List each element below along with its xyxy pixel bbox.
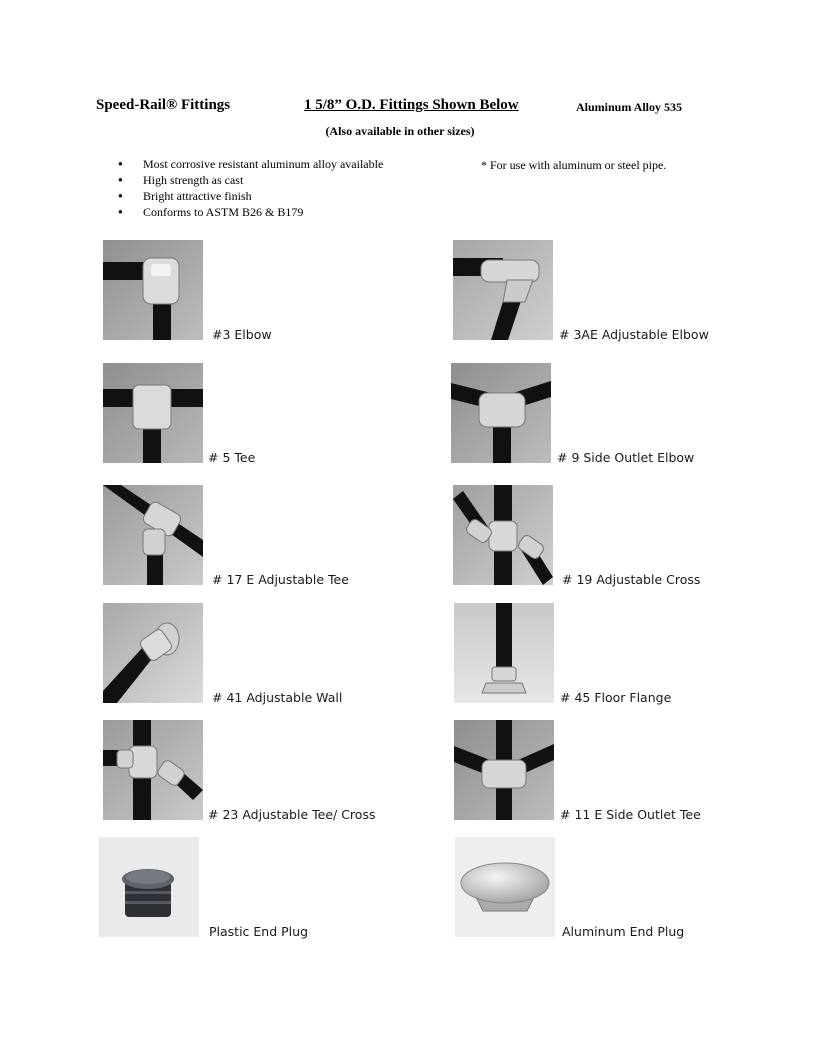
feature-item: ● High strength as cast xyxy=(118,172,383,188)
fitting-caption: # 11 E Side Outlet Tee xyxy=(560,807,701,822)
fitting-caption: # 45 Floor Flange xyxy=(560,690,672,705)
fitting-caption: # 23 Adjustable Tee/ Cross xyxy=(208,807,376,822)
adjustable-tee-cross-photo xyxy=(103,720,203,820)
elbow-fitting-photo xyxy=(103,240,203,340)
adjustable-tee-photo xyxy=(103,485,203,585)
aluminum-end-plug-photo xyxy=(455,837,555,937)
side-outlet-elbow-photo xyxy=(451,363,551,463)
adjustable-elbow-photo xyxy=(453,240,553,340)
page-headline: 1 5/8” O.D. Fittings Shown Below xyxy=(304,97,519,113)
tee-fitting-photo xyxy=(103,363,203,463)
fitting-caption: # 5 Tee xyxy=(208,450,256,465)
fitting-caption: Aluminum End Plug xyxy=(562,924,685,939)
feature-item: ● Conforms to ASTM B26 & B179 xyxy=(118,204,383,220)
fitting-caption: # 19 Adjustable Cross xyxy=(562,572,701,587)
feature-item: ● Most corrosive resistant aluminum alloy available xyxy=(118,156,383,172)
subheading-text: (Also available in other sizes) xyxy=(325,124,475,138)
fitting-caption: #3 Elbow xyxy=(212,327,272,342)
alloy-label: Aluminum Alloy 535 xyxy=(576,100,683,114)
feature-list xyxy=(118,156,383,220)
brand-title: Speed-Rail® Fittings xyxy=(96,97,231,113)
fitting-caption: # 17 E Adjustable Tee xyxy=(212,572,349,587)
fitting-caption: # 3AE Adjustable Elbow xyxy=(559,327,709,342)
adjustable-cross-photo xyxy=(453,485,553,585)
side-outlet-tee-photo xyxy=(454,720,554,820)
fitting-caption: # 41 Adjustable Wall xyxy=(212,690,343,705)
adjustable-wall-photo xyxy=(103,603,203,703)
fitting-caption: # 9 Side Outlet Elbow xyxy=(557,450,695,465)
feature-item: ● Bright attractive finish xyxy=(118,188,383,204)
subheading xyxy=(0,124,816,139)
floor-flange-photo xyxy=(454,603,554,703)
usage-note: * For use with aluminum or steel pipe. xyxy=(481,158,667,172)
fitting-caption: Plastic End Plug xyxy=(209,924,308,939)
plastic-end-plug-photo xyxy=(99,837,199,937)
